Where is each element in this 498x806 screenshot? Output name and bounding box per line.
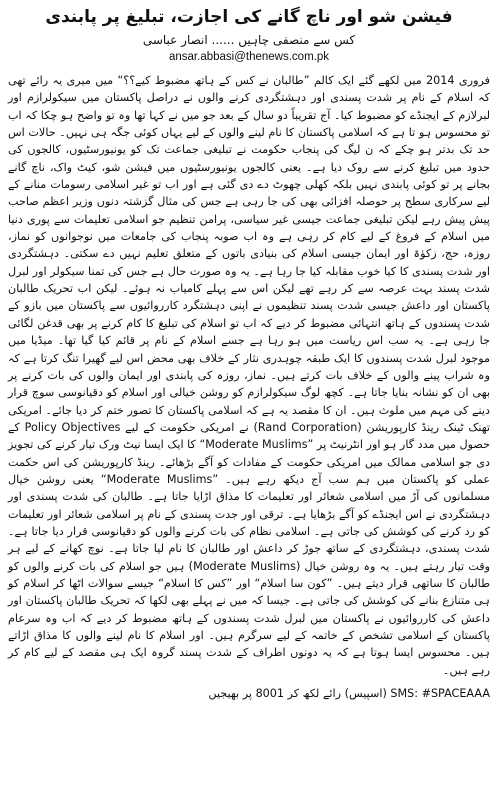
article-byline bbox=[8, 32, 490, 48]
article-headline: فیشن شو اور ناچ گانے کی اجازت، تبلیغ پر پابندی bbox=[45, 7, 453, 27]
author-name: انصار عباسی bbox=[142, 33, 208, 47]
article-body bbox=[8, 72, 490, 679]
sms-feedback-line: SMS: #SPACEAAA (اسپیس) رائے لکھ کر 8001 پر بھیجیں bbox=[208, 687, 490, 701]
article-body-text: فروری 2014 میں لکھے گئے ایک کالم ”طالبان نے کس کے ہاتھ مضبوط کیے؟؟“ میں میری یہ رائے تھی کہ اسلام کے نام پر شدت پسندی اور دہشتگردی کرنے والوں نے دراصل پاکستان میں سیکولرازم اور لبرلازم کے ایجنڈے کو مضبوط کیا۔ آج تقریباً دو سال کے بعد جو میں نے کہا تھا وہ تو واضح ہو چکا کہ اب تو محسوس ہو تا ہے کہ اسلامی پاکستان کا نام لینے والوں کے لیے یہاں کوئی جگہ ہی نہیں۔ حالات اس حد تک بدتر ہو چکے کہ ن لیگ کی پنجاب حکومت نے تبلیغی جماعت تک کو یونیورسٹیوں، کالجوں کی حدود میں تبلیغ کرنے سے روک دیا ہے۔ یعنی کالجوں یونیورسٹیوں میں فیشن شو، کیٹ واک، ناچ گانے بجانے پر تو کوئی پابندی نہیں بلکہ کھلی چھوٹ دے دی گئی ہے اور اب تو غیر اسلامی رسومات منانے کے لیے سرکاری سطح پر حوصلہ افزائی بھی کی جا رہی ہے جس کی مثال گزشتہ دنوں وزیر اعظم صاحب پیش پیش رہے لیکن تبلیغی جماعت جیسی غیر سیاسی، پرامن تنظیم جو اسلامی تعلیمات سے پوری دنیا میں اسلام کے فروغ کے لیے کام کر رہی ہے وہ اب صوبہ پنجاب کی جامعات میں نوجوانوں کو نماز، روزہ، حج، زکوٰۃ اور ایمان جیسی اسلام کی بنیادی باتوں کے متعلق تعلیم نہیں دے سکتی۔ دہشتگردی اور شدت پسندی کا کیا خوب مقابلہ کیا جا رہا ہے۔ یہ وہ صورت حال ہے جس کی تمنا سیکولر اور لبرل شدت پسند بہت عرصہ سے کر رہے تھے لیکن اس سے پہلے کامیاب نہ ہوئے۔ لیکن اب تحریک طالبان پاکستان اور داعش جیسی شدت پسند تنظیموں نے اپنی دہشتگرد کارروائیوں سے پاکستان میں بازو کے شدت پسندوں کے ہاتھ انتہائی مضبوط کر دیے کہ اب تو اسلام کی تبلیغ کا کام کرنے پر بھی قدغن لگائی جا رہی ہے۔ یہ سب اس ریاست میں ہو رہا ہے جسے اسلام کے نام پر قائم کیا گیا تھا۔ میڈیا میں موجود لبرل شدت پسندوں کا ایک طبقہ چوہدری نثار کے خلاف بھی محض اس لیے گھیرا تنگ کرتا ہے کہ وہ شراب پینے والوں کے خلاف بات کرتے ہیں۔ نماز، روزہ کی پابندی اور ایمان والوں کی بات کرنے پر بھی ان کو نشانہ بنایا جاتا ہے۔ کچھ لوگ سیکولرازم کو روشن خیالی اور اسلام کو دقیانوسی سوچ قرار دینے کی مہم میں ملوث ہیں۔ ان کا مقصد یہ ہے کہ اسلامی پاکستان کا تصور ختم کر دیا جائے۔ امریکی تھنک ٹینک رینڈ کارپوریشن (Rand Corporation) نے امریکی حکومت کے لیے Policy Objectives کے حصول میں مدد گار ہو اور انٹرنیٹ پر ”Moderate Muslims“ کا ایک ایسا نیٹ ورک تیار کرنے کی تجویز دی جو اسلامی ممالک میں امریکی حکومت کے مفادات کو آگے بڑھائے۔ رینڈ کارپوریشن کی اس حکمت عملی کو پاکستان میں ہم سب آج دیکھ رہے ہیں۔ ”Moderate Muslims“ یعنی روشن خیال مسلمانوں کی آڑ میں اسلامی شعائر اور تعلیمات کا مذاق اڑایا جاتا ہے۔ طالبان کی شدت پسندی اور دہشتگردی نے اس ایجنڈے کو آگے بڑھایا ہے۔ ترقی اور جدت پسندی کے نام پر اسلامی شعائر اور تعلیمات کو رد کرنے کی کوشش کی جاتی ہے۔ اسلامی نظام کی بات کرنے والوں کو دقیانوسی قرار دیا جاتا ہے۔ شدت پسندی، دہشتگردی کے ساتھ جوڑ کر داعش اور طالبان کا نام لیا جاتا ہے۔ نوچ کھانے کے لیے ہر وقت تیار رہتے ہیں۔ یہ وہ روشن خیال (Moderate Muslims) ہیں جو اسلام کی بات کرنے والوں کو طالبان کا ساتھی قرار دیتے ہیں۔ ”کون سا اسلام“ اور ”کس کا اسلام“ جیسے سوالات اٹھا کر اسلام کو ہی متنازع بنانے کی کوشش کی جاتی ہے۔ جیسا کہ میں نے پہلے بھی لکھا کہ تحریک طالبان پاکستان اور داعش کی کارروائیوں نے پاکستان میں لبرل شدت پسندوں کے ہاتھ مضبوط کر دیے کہ اب وہ سرعام پاکستان کے اسلامی تشخص کے خاتمہ کے لیے سرگرم ہیں۔ اور اسلام کا نام لینے والوں کا مذاق اڑاتے ہیں۔ محسوس ایسا ہوتا ہے کہ یہ دونوں اطراف کے شدت پسند گروہ ایک ہی مقصد کے لیے کام کر رہے ہیں۔ bbox=[8, 74, 491, 677]
author-email[interactable]: ansar.abbasi@thenews.com.pk bbox=[169, 51, 329, 63]
byline-label: کس سے منصفی چاہیں ...... bbox=[211, 33, 356, 47]
